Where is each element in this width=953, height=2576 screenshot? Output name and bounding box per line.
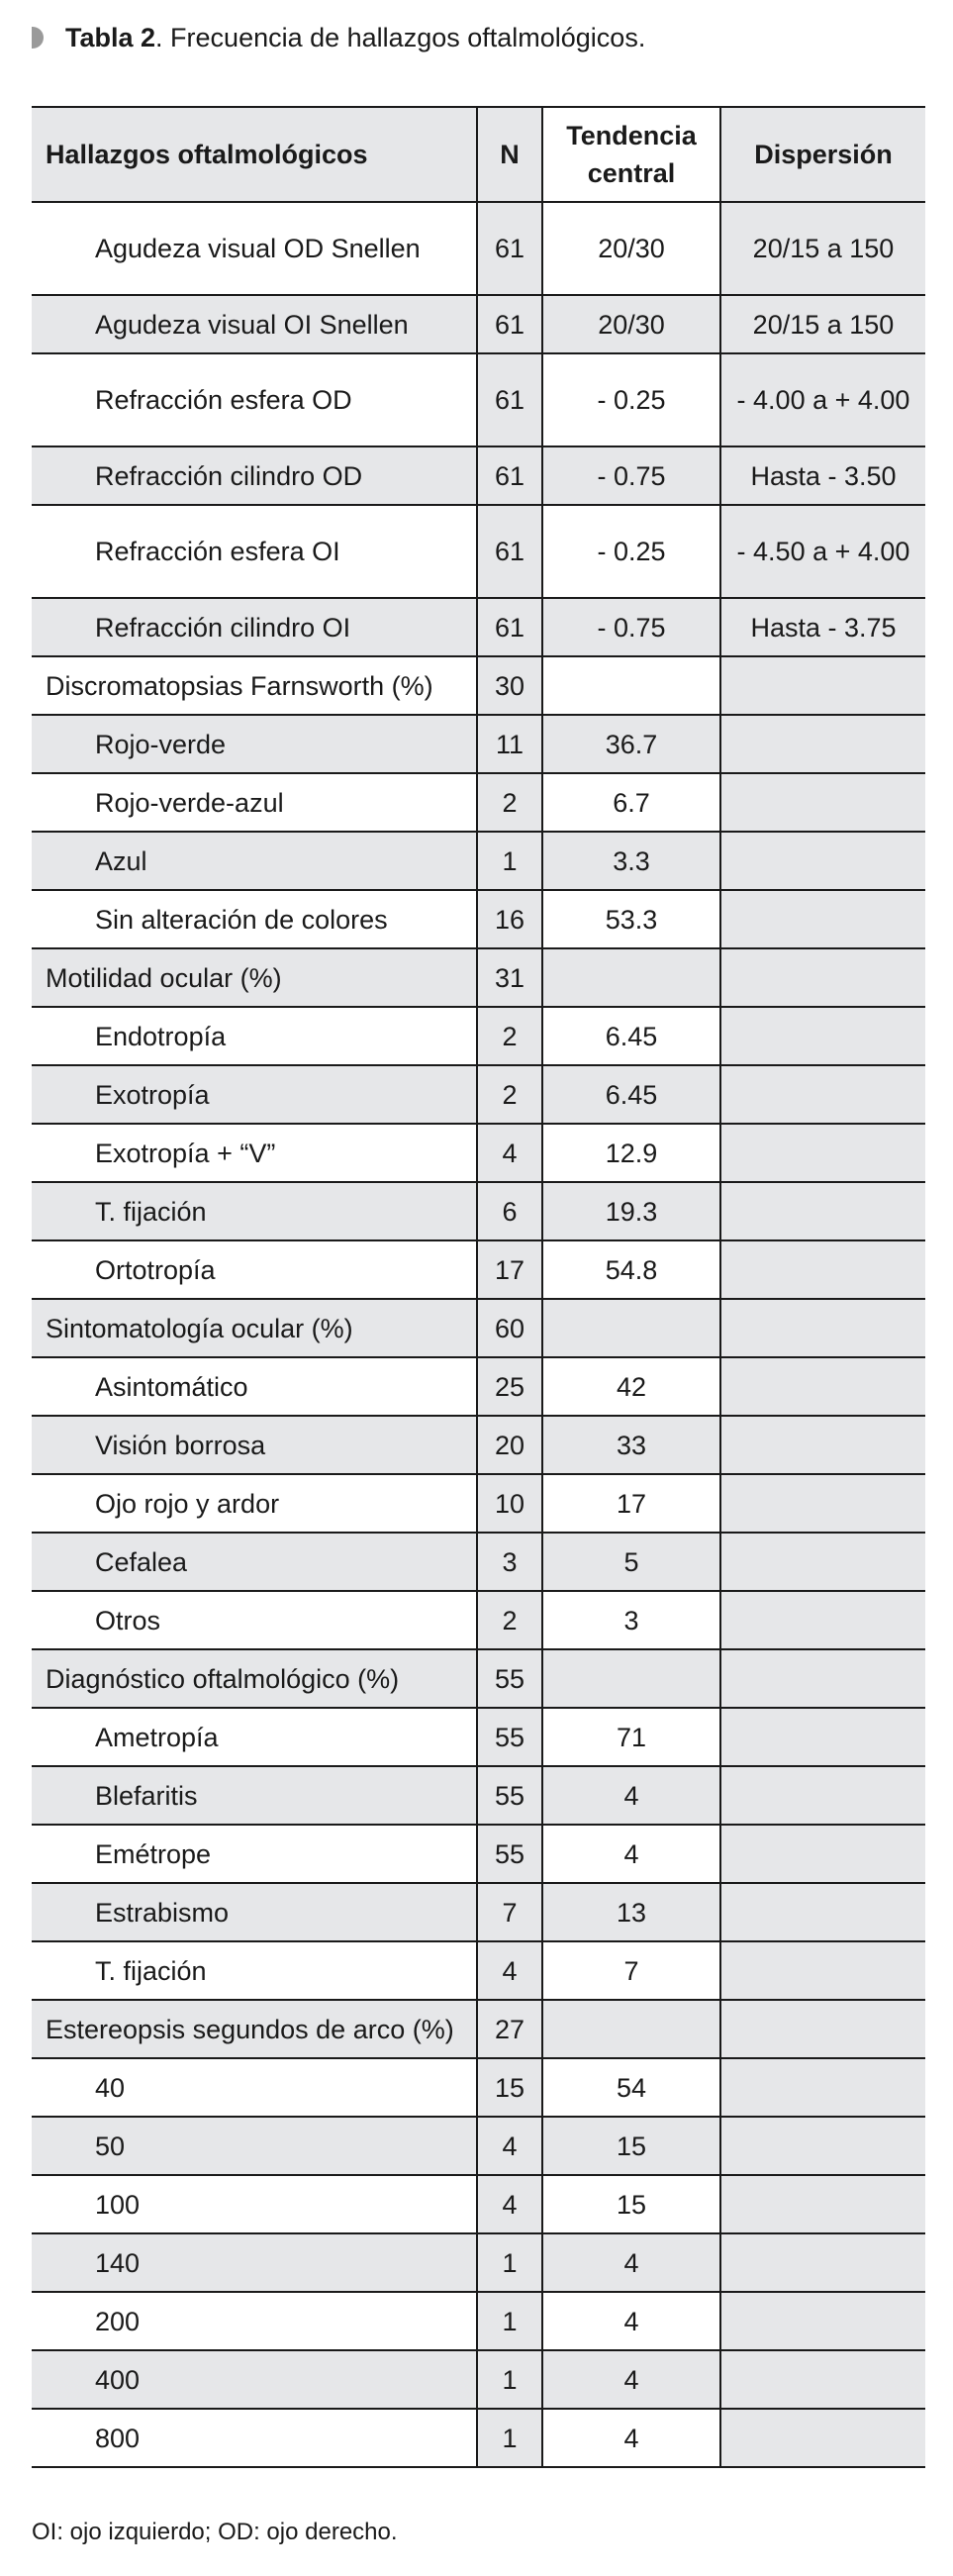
dispersion-value	[720, 2000, 925, 2058]
dispersion-value	[720, 1240, 925, 1299]
central-tendency-value	[542, 1299, 720, 1357]
table-row	[32, 505, 925, 598]
dispersion-value	[720, 2350, 925, 2409]
n-value: 10	[477, 1474, 542, 1533]
table-row	[32, 353, 925, 446]
central-tendency-value: 4	[542, 1825, 720, 1883]
dispersion-value	[720, 2409, 925, 2467]
table-group-row	[32, 948, 925, 1007]
n-value: 30	[477, 656, 542, 715]
dispersion-value: 20/15 a 150	[720, 202, 925, 295]
n-value: 4	[477, 1941, 542, 2000]
table-group-row	[32, 1299, 925, 1357]
central-tendency-value: 17	[542, 1474, 720, 1533]
central-tendency-value: - 0.75	[542, 598, 720, 656]
dispersion-value	[720, 1357, 925, 1416]
finding-label: Ojo rojo y ardor	[32, 1474, 477, 1533]
table-group-row	[32, 2000, 925, 2058]
n-value: 3	[477, 1533, 542, 1591]
dispersion-value	[720, 1299, 925, 1357]
table-row	[32, 1474, 925, 1533]
dispersion-value	[720, 832, 925, 890]
dispersion-value: 20/15 a 150	[720, 295, 925, 353]
dispersion-value	[720, 1474, 925, 1533]
central-tendency-value	[542, 656, 720, 715]
table-row	[32, 202, 925, 295]
caption-text: . Frecuencia de hallazgos oftalmológicos.	[155, 22, 646, 52]
n-value: 61	[477, 202, 542, 295]
dispersion-value	[720, 1766, 925, 1825]
n-value: 2	[477, 1007, 542, 1065]
table-row	[32, 2058, 925, 2117]
finding-label: Sintomatología ocular (%)	[32, 1299, 477, 1357]
finding-label: Sin alteración de colores	[32, 890, 477, 948]
central-tendency-value: 20/30	[542, 295, 720, 353]
finding-label: 400	[32, 2350, 477, 2409]
n-value: 55	[477, 1708, 542, 1766]
table-row	[32, 295, 925, 353]
finding-label: Estereopsis segundos de arco (%)	[32, 2000, 477, 2058]
central-tendency-value: 6.7	[542, 773, 720, 832]
central-tendency-value: 53.3	[542, 890, 720, 948]
table-group-row	[32, 1649, 925, 1708]
table-row	[32, 1825, 925, 1883]
n-value: 1	[477, 2350, 542, 2409]
finding-label: Exotropía	[32, 1065, 477, 1124]
finding-label: Ortotropía	[32, 1240, 477, 1299]
n-value: 55	[477, 1766, 542, 1825]
n-value: 61	[477, 353, 542, 446]
dispersion-value: Hasta - 3.75	[720, 598, 925, 656]
table-row	[32, 1708, 925, 1766]
n-value: 20	[477, 1416, 542, 1474]
finding-label: Rojo-verde	[32, 715, 477, 773]
n-value: 61	[477, 295, 542, 353]
caption-label: Tabla 2	[65, 22, 156, 52]
central-tendency-value: - 0.25	[542, 353, 720, 446]
n-value: 17	[477, 1240, 542, 1299]
findings-table	[32, 106, 925, 2468]
finding-label: Discromatopsias Farnsworth (%)	[32, 656, 477, 715]
central-tendency-value: 4	[542, 2409, 720, 2467]
finding-label: Ametropía	[32, 1708, 477, 1766]
n-value: 55	[477, 1649, 542, 1708]
dispersion-value	[720, 2292, 925, 2350]
dispersion-value	[720, 1708, 925, 1766]
central-tendency-value: 33	[542, 1416, 720, 1474]
dispersion-value	[720, 656, 925, 715]
header-central-tendency: Tendencia central	[542, 107, 720, 202]
n-value: 4	[477, 2117, 542, 2175]
central-tendency-value: 19.3	[542, 1182, 720, 1240]
dispersion-value	[720, 715, 925, 773]
dispersion-value	[720, 2175, 925, 2233]
dispersion-value	[720, 1591, 925, 1649]
finding-label: Otros	[32, 1591, 477, 1649]
dispersion-value	[720, 1065, 925, 1124]
table-footnote: OI: ojo izquierdo; OD: ojo derecho.	[32, 2519, 398, 2545]
dispersion-value	[720, 1124, 925, 1182]
finding-label: Cefalea	[32, 1533, 477, 1591]
dispersion-value	[720, 2117, 925, 2175]
table-row	[32, 1766, 925, 1825]
finding-label: 800	[32, 2409, 477, 2467]
n-value: 2	[477, 773, 542, 832]
central-tendency-value: - 0.75	[542, 446, 720, 505]
table-row	[32, 1007, 925, 1065]
n-value: 1	[477, 2292, 542, 2350]
finding-label: 40	[32, 2058, 477, 2117]
central-tendency-value: 54.8	[542, 1240, 720, 1299]
table-row	[32, 1182, 925, 1240]
table-row	[32, 2175, 925, 2233]
caption-marker-icon	[32, 27, 44, 49]
dispersion-value	[720, 1649, 925, 1708]
dispersion-value: - 4.00 a + 4.00	[720, 353, 925, 446]
finding-label: Refracción cilindro OD	[32, 446, 477, 505]
finding-label: Diagnóstico oftalmológico (%)	[32, 1649, 477, 1708]
n-value: 1	[477, 2233, 542, 2292]
central-tendency-value: 6.45	[542, 1007, 720, 1065]
n-value: 27	[477, 2000, 542, 2058]
n-value: 1	[477, 832, 542, 890]
central-tendency-value: 54	[542, 2058, 720, 2117]
table-row	[32, 773, 925, 832]
table-row	[32, 2117, 925, 2175]
central-tendency-value: 7	[542, 1941, 720, 2000]
table-row	[32, 1533, 925, 1591]
table-row	[32, 715, 925, 773]
n-value: 4	[477, 2175, 542, 2233]
central-tendency-value: 3.3	[542, 832, 720, 890]
table-row	[32, 1357, 925, 1416]
finding-label: 200	[32, 2292, 477, 2350]
finding-label: Refracción esfera OI	[32, 505, 477, 598]
central-tendency-value	[542, 1649, 720, 1708]
central-tendency-value: 4	[542, 2350, 720, 2409]
finding-label: Exotropía + “V”	[32, 1124, 477, 1182]
table-row	[32, 446, 925, 505]
dispersion-value	[720, 948, 925, 1007]
n-value: 15	[477, 2058, 542, 2117]
table-row	[32, 2292, 925, 2350]
central-tendency-value: 20/30	[542, 202, 720, 295]
table-row	[32, 1124, 925, 1182]
dispersion-value	[720, 1883, 925, 1941]
n-value: 2	[477, 1065, 542, 1124]
table-group-row	[32, 656, 925, 715]
table-row	[32, 2233, 925, 2292]
central-tendency-value: 4	[542, 2292, 720, 2350]
n-value: 31	[477, 948, 542, 1007]
dispersion-value	[720, 890, 925, 948]
n-value: 6	[477, 1182, 542, 1240]
finding-label: Emétrope	[32, 1825, 477, 1883]
finding-label: Visión borrosa	[32, 1416, 477, 1474]
dispersion-value: - 4.50 a + 4.00	[720, 505, 925, 598]
central-tendency-value: 4	[542, 2233, 720, 2292]
header-n: N	[477, 107, 542, 202]
central-tendency-value: 4	[542, 1766, 720, 1825]
table-row	[32, 1941, 925, 2000]
finding-label: Agudeza visual OI Snellen	[32, 295, 477, 353]
finding-label: 100	[32, 2175, 477, 2233]
header-findings: Hallazgos oftalmológicos	[32, 107, 477, 202]
central-tendency-value: 5	[542, 1533, 720, 1591]
dispersion-value	[720, 1941, 925, 2000]
finding-label: Rojo-verde-azul	[32, 773, 477, 832]
table-row	[32, 1416, 925, 1474]
finding-label: Blefaritis	[32, 1766, 477, 1825]
dispersion-value	[720, 2058, 925, 2117]
n-value: 2	[477, 1591, 542, 1649]
table-row	[32, 1591, 925, 1649]
central-tendency-value: 12.9	[542, 1124, 720, 1182]
finding-label: 140	[32, 2233, 477, 2292]
central-tendency-value: 15	[542, 2175, 720, 2233]
central-tendency-value: 42	[542, 1357, 720, 1416]
finding-label: Endotropía	[32, 1007, 477, 1065]
central-tendency-value: 3	[542, 1591, 720, 1649]
n-value: 7	[477, 1883, 542, 1941]
table-row	[32, 1883, 925, 1941]
finding-label: Refracción esfera OD	[32, 353, 477, 446]
n-value: 1	[477, 2409, 542, 2467]
finding-label: Agudeza visual OD Snellen	[32, 202, 477, 295]
central-tendency-value: 13	[542, 1883, 720, 1941]
finding-label: Refracción cilindro OI	[32, 598, 477, 656]
n-value: 61	[477, 446, 542, 505]
finding-label: 50	[32, 2117, 477, 2175]
table-row	[32, 2350, 925, 2409]
table-body	[32, 202, 925, 2467]
dispersion-value: Hasta - 3.50	[720, 446, 925, 505]
dispersion-value	[720, 1416, 925, 1474]
central-tendency-value: 71	[542, 1708, 720, 1766]
table-header-row	[32, 107, 925, 202]
n-value: 11	[477, 715, 542, 773]
central-tendency-value	[542, 948, 720, 1007]
dispersion-value	[720, 1533, 925, 1591]
finding-label: Azul	[32, 832, 477, 890]
table-row	[32, 1065, 925, 1124]
n-value: 55	[477, 1825, 542, 1883]
finding-label: T. fijación	[32, 1941, 477, 2000]
dispersion-value	[720, 1825, 925, 1883]
central-tendency-value: - 0.25	[542, 505, 720, 598]
table-row	[32, 2409, 925, 2467]
n-value: 60	[477, 1299, 542, 1357]
dispersion-value	[720, 1182, 925, 1240]
dispersion-value	[720, 773, 925, 832]
n-value: 16	[477, 890, 542, 948]
finding-label: Estrabismo	[32, 1883, 477, 1941]
n-value: 61	[477, 505, 542, 598]
n-value: 25	[477, 1357, 542, 1416]
table-row	[32, 832, 925, 890]
finding-label: Motilidad ocular (%)	[32, 948, 477, 1007]
n-value: 61	[477, 598, 542, 656]
table-row	[32, 1240, 925, 1299]
table-row	[32, 598, 925, 656]
central-tendency-value: 15	[542, 2117, 720, 2175]
dispersion-value	[720, 1007, 925, 1065]
table-row	[32, 890, 925, 948]
finding-label: Asintomático	[32, 1357, 477, 1416]
header-dispersion: Dispersión	[720, 107, 925, 202]
central-tendency-value: 6.45	[542, 1065, 720, 1124]
finding-label: T. fijación	[32, 1182, 477, 1240]
central-tendency-value	[542, 2000, 720, 2058]
central-tendency-value: 36.7	[542, 715, 720, 773]
dispersion-value	[720, 2233, 925, 2292]
table-caption	[32, 18, 645, 57]
n-value: 4	[477, 1124, 542, 1182]
